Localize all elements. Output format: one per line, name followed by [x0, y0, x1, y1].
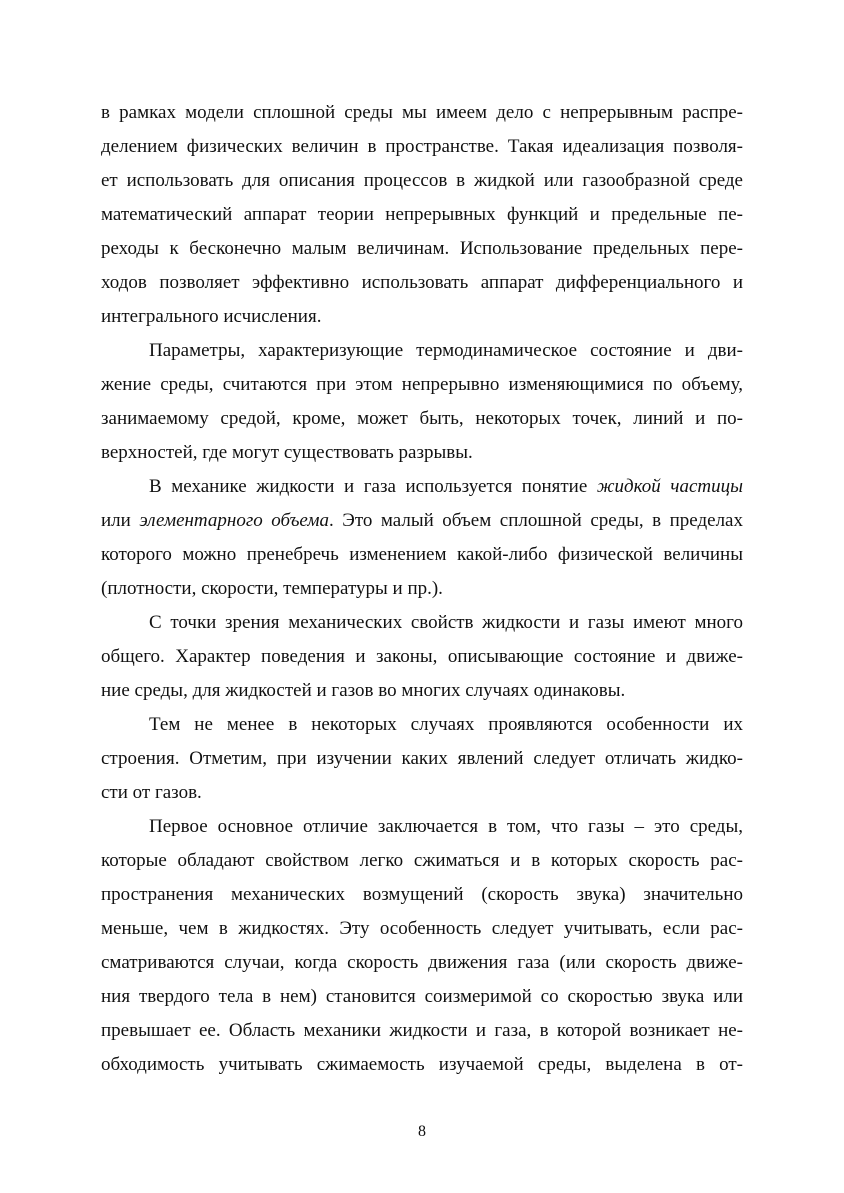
paragraph-mechanical-properties	[101, 606, 743, 708]
paragraph-fluid-particle	[101, 470, 743, 606]
page-number: 8	[418, 1123, 426, 1140]
text-line: ние среды, для жидкостей и газов во многих случаях одинаковы.	[101, 680, 626, 701]
text-line: превышает ее. Область механики жидкости и газа, в которой возникает не-	[101, 1020, 743, 1041]
text-span: . Это малый объем сплошной среды, в пределах	[329, 510, 743, 531]
text-line: делением физических величин в пространстве. Такая идеализация позволя-	[101, 136, 743, 157]
text-line: математический аппарат теории непрерывных функций и предельные пе-	[101, 204, 743, 225]
text-line: общего. Характер поведения и законы, описывающие состояние и движе-	[101, 646, 743, 667]
text-line: сти от газов.	[101, 782, 202, 803]
text-line: обходимость учитывать сжимаемость изучаемой среды, выделена в от-	[101, 1054, 743, 1075]
text-line: занимаемому средой, кроме, может быть, некоторых точек, линий и по-	[101, 408, 743, 429]
term-fluid-particle: жидкой частицы	[596, 476, 743, 497]
text-line: верхностей, где могут существовать разрывы.	[101, 442, 473, 463]
text-line: ния твердого тела в нем) становится соизмеримой со скоростью звука или	[101, 986, 743, 1007]
paragraph-parameters	[101, 334, 743, 470]
text-line: пространения механических возмущений (скорость звука) значительно	[101, 884, 743, 905]
text-line: которые обладают свойством легко сжиматься и в которых скорость рас-	[101, 850, 743, 871]
text-line: меньше, чем в жидкостях. Эту особенность следует учитывать, если рас-	[101, 918, 743, 939]
text-line: жение среды, считаются при этом непрерывно изменяющимися по объему,	[101, 374, 743, 395]
text-line: ходов позволяет эффективно использовать аппарат дифференциального и	[101, 272, 743, 293]
text-line: С точки зрения механических свойств жидкости и газы имеют много	[149, 612, 743, 633]
text-line: интегрального исчисления.	[101, 306, 322, 327]
text-line	[101, 470, 743, 504]
paragraph-first-difference	[101, 810, 743, 1082]
text-line: в рамках модели сплошной среды мы имеем дело с непрерывным распре-	[101, 102, 743, 123]
text-line: строения. Отметим, при изучении каких явлений следует отличать жидко-	[101, 748, 743, 769]
text-line	[101, 504, 743, 538]
text-line: которого можно пренебречь изменением какой-либо физической величины	[101, 544, 743, 565]
term-elementary-volume: элементарного объема	[139, 510, 330, 531]
paragraph-structure-features	[101, 708, 743, 810]
paragraph-continuum-model	[101, 96, 743, 334]
text-line: сматриваются случаи, когда скорость движения газа (или скорость движе-	[101, 952, 743, 973]
text-span: В механике жидкости и газа используется понятие	[149, 476, 597, 497]
text-line: (плотности, скорости, температуры и пр.).	[101, 578, 443, 599]
text-line: ет использовать для описания процессов в жидкой или газообразной среде	[101, 170, 743, 191]
text-line: Первое основное отличие заключается в том, что газы – это среды,	[149, 816, 743, 837]
text-line: реходы к бесконечно малым величинам. Использование предельных пере-	[101, 238, 743, 259]
text-span: или	[101, 510, 140, 531]
document-body	[101, 96, 743, 1082]
text-line: Параметры, характеризующие термодинамическое состояние и дви-	[149, 340, 743, 361]
text-line: Тем не менее в некоторых случаях проявляются особенности их	[149, 714, 743, 735]
